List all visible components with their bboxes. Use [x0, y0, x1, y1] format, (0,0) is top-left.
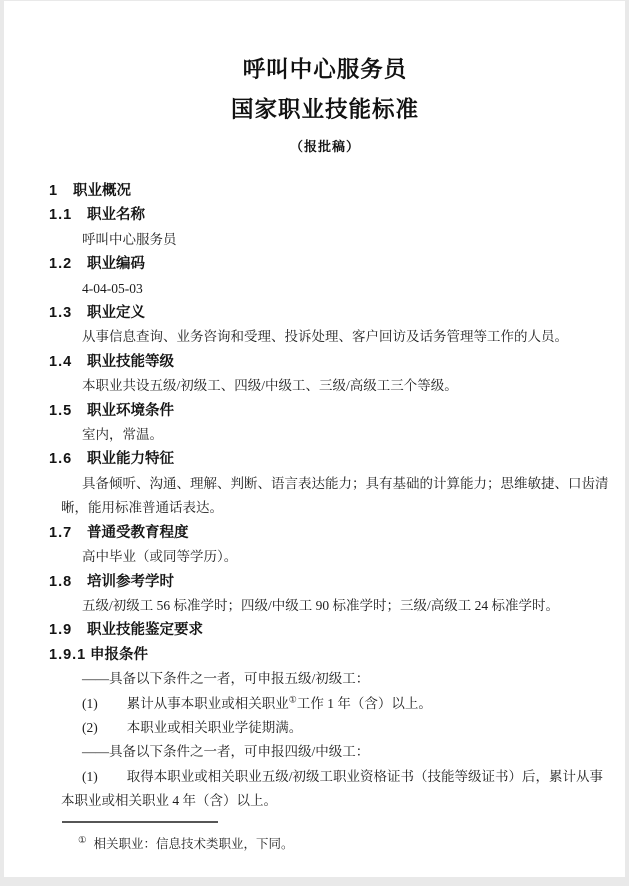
text-segment: 培训参考学时 [87, 573, 174, 590]
text-segment: 申报条件 [90, 646, 148, 663]
text-segment: 本职业共设五级/初级工、四级/中级工、三级/高级工三个等级。 [82, 378, 458, 394]
heading-1-9-appraisal-requirements [49, 618, 611, 642]
line-number: (1) [82, 768, 98, 784]
document [4, 1, 625, 855]
text-segment: 普通受教育程度 [87, 524, 189, 541]
document-title-line1: 呼叫中心服务员 [242, 57, 408, 82]
line-number: 1.1 [49, 207, 73, 224]
text-segment: 职业环境条件 [87, 402, 174, 419]
footnote [61, 830, 625, 855]
text-segment: 具备倾听、沟通、理解、判断、语言表达能力；具有基础的计算能力；思维敏捷、口齿清晰，能用标准普通话表达。 [61, 475, 609, 516]
line-number: 1.6 [49, 451, 73, 468]
heading-1-5-environment [49, 399, 611, 423]
list-item-level5-2 [61, 716, 611, 740]
heading-1-2-occupation-code [49, 252, 611, 276]
list-item-level5-1 [61, 692, 611, 716]
text-segment: 职业名称 [87, 207, 145, 224]
document-page [4, 1, 625, 877]
text-segment: 高中毕业（或同等学历）。 [82, 549, 238, 565]
line-number: 1.4 [49, 353, 73, 370]
para-education [61, 545, 611, 569]
text-segment: 累计从事本职业或相关职业 [126, 695, 289, 711]
footnote-ref: ① [288, 694, 297, 705]
heading-1-3-occupation-definition [49, 301, 611, 325]
document-subtitle: （报批稿） [289, 139, 360, 154]
text-segment: 4-04-05-03 [82, 280, 143, 296]
text-segment: ——具备以下条件之一者，可申报四级/中级工： [82, 744, 370, 760]
text-segment: 职业编码 [87, 256, 145, 273]
line-number: 1.7 [49, 524, 73, 541]
text-segment: 职业能力特征 [87, 451, 174, 468]
list-item-level4-1 [61, 765, 611, 814]
text-segment: 呼叫中心服务员 [82, 231, 177, 247]
para-occupation-code [61, 277, 611, 301]
line-number: 1.9 [49, 622, 73, 639]
para-skill-levels [61, 374, 611, 398]
para-training-hours [61, 594, 611, 618]
line-number: (1) [82, 695, 98, 711]
line-number: 1.3 [49, 305, 73, 322]
heading-1-6-ability [49, 447, 611, 471]
text-segment: 取得本职业或相关职业五级/初级工职业资格证书（技能等级证书）后，累计从事本职业或相关职业 4 年（含）以上。 [61, 768, 603, 809]
heading-1-7-education [49, 521, 611, 545]
footnote-marker: ① [78, 835, 87, 846]
heading-1-occupation-overview [49, 179, 611, 203]
line-number: 1.8 [49, 573, 73, 590]
text-segment: 本职业或相关职业学徒期满。 [126, 719, 303, 735]
text-segment: 职业概况 [73, 183, 131, 199]
footnote-separator [62, 821, 218, 823]
line-number: 1.9.1 [49, 646, 87, 663]
para-occupation-name [61, 228, 611, 252]
para-ability [61, 472, 611, 521]
text-segment: 职业技能鉴定要求 [87, 622, 203, 639]
para-environment [61, 423, 611, 447]
heading-1-9-1-application-conditions [49, 643, 611, 667]
line-number: 1.2 [49, 256, 73, 273]
title-block [61, 53, 589, 158]
text-segment: 室内，常温。 [82, 427, 163, 443]
line-number: (2) [82, 719, 98, 735]
heading-1-8-training-hours [49, 570, 611, 594]
text-segment: 职业定义 [87, 305, 145, 322]
para-condition-level5 [61, 667, 611, 691]
line-number: 1 [49, 183, 59, 199]
text-segment: ——具备以下条件之一者，可申报五级/初级工： [82, 671, 370, 687]
footnote-text: 相关职业：信息技术类职业，下同。 [93, 836, 294, 851]
para-occupation-definition [61, 325, 611, 349]
text-segment: 从事信息查询、业务咨询和受理、投诉处理、客户回访及话务管理等工作的人员。 [82, 329, 568, 345]
para-condition-level4 [61, 740, 611, 764]
text-segment: 五级/初级工 56 标准学时；四级/中级工 90 标准学时；三级/高级工 24 标准学时。 [82, 597, 560, 613]
document-title-line2: 国家职业技能标准 [230, 97, 419, 122]
text-segment: 工作 1 年（含）以上。 [296, 695, 432, 711]
heading-1-4-skill-levels [49, 350, 611, 374]
heading-1-1-occupation-name [49, 203, 611, 227]
document-body [49, 179, 611, 814]
text-segment: 职业技能等级 [87, 353, 174, 370]
line-number: 1.5 [49, 402, 73, 419]
